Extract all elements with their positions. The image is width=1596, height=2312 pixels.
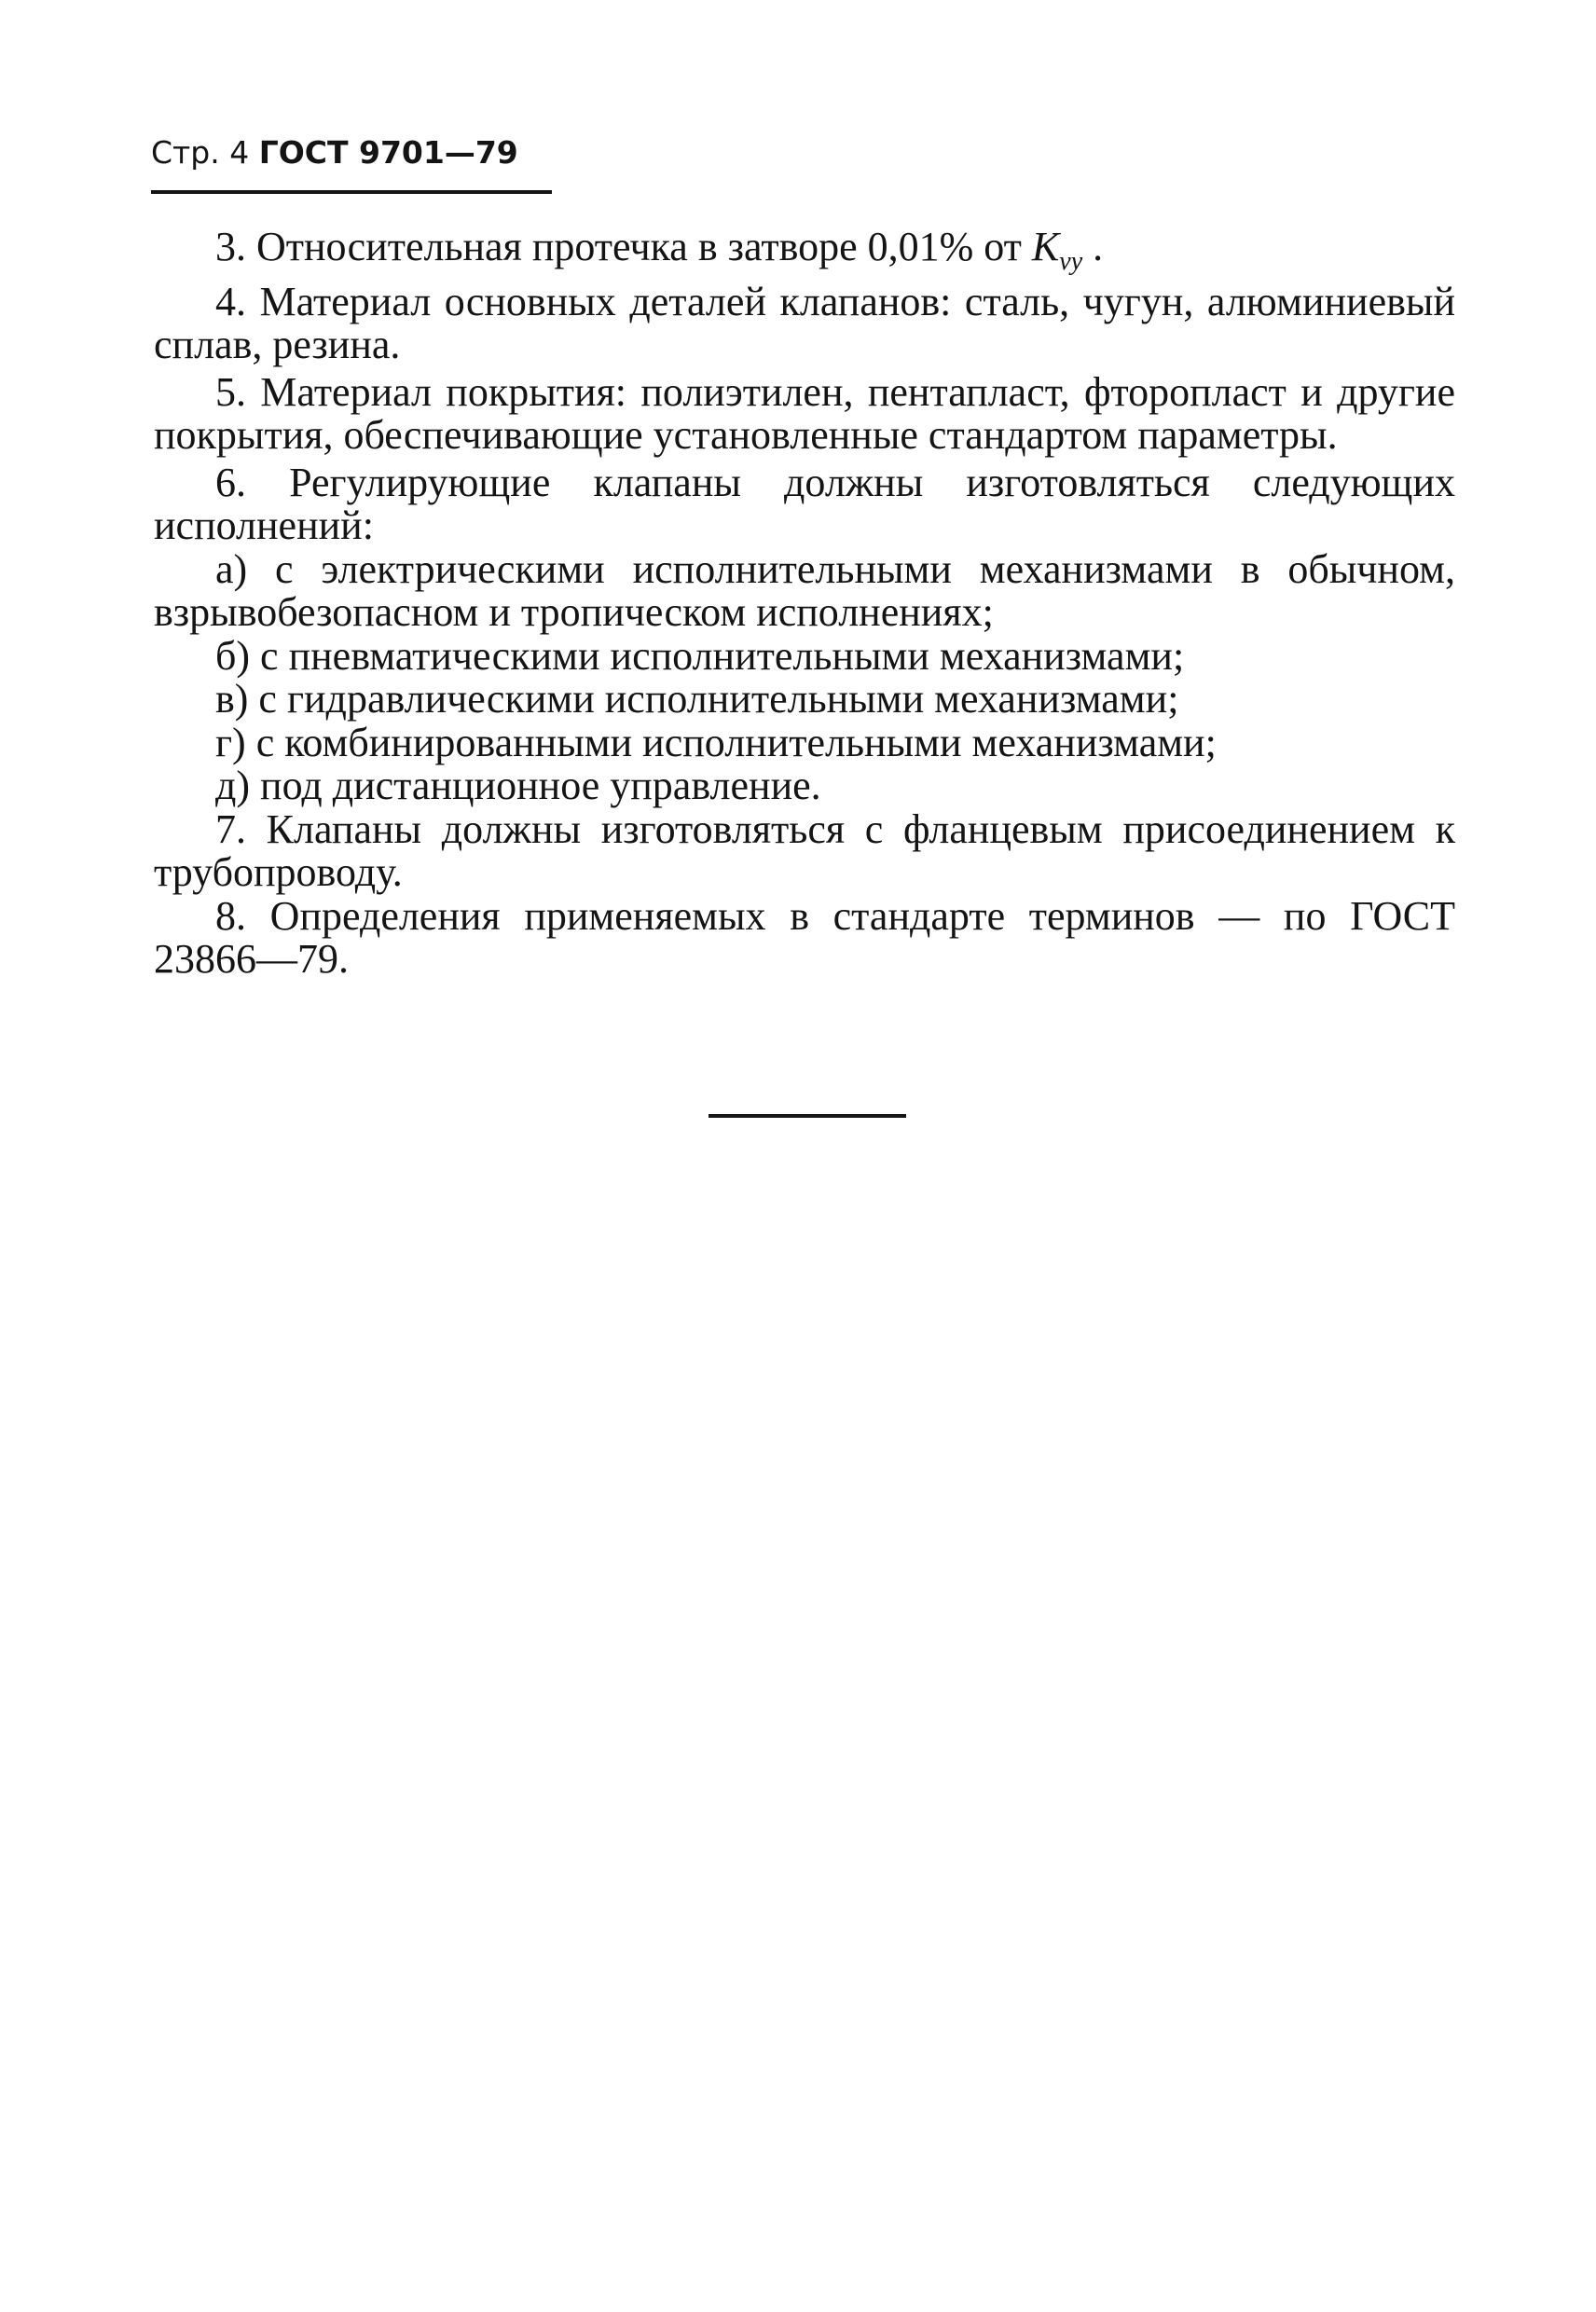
end-rule <box>709 1114 906 1118</box>
kv-symbol: $K_{vy}$ <box>1031 224 1083 276</box>
page-header <box>151 131 552 194</box>
item-3 <box>154 224 1455 276</box>
page-number: Стр. 4 <box>151 134 250 171</box>
document-body <box>154 226 1455 982</box>
item-8: 8. Определения применяемых в стандарте терминов — по ГОСТ 23866—79. <box>154 892 1455 982</box>
item-6e: д) под дистанционное управление. <box>215 763 821 808</box>
item-6d: г) с комбинированными исполнительными механизмами; <box>215 719 1217 765</box>
item-6b: б) с пневматическими исполнительными механизмами; <box>215 632 1185 679</box>
item-4: 4. Материал основных деталей клапанов: сталь, чугун, алюминиевый сплав, резина. <box>154 278 1455 367</box>
kv-subscript: vy <box>1059 247 1083 276</box>
item-6a: а) с электрическими исполнительными механизмами в обычном, взрывобезопасном и тропическом исполнениях; <box>154 545 1455 635</box>
item-6c: в) с гидравлическими исполнительными механизмами; <box>215 676 1179 722</box>
item-6: 6. Регулирующие клапаны должны изготовляться следующих исполнений: <box>154 459 1455 548</box>
item-3-end: . <box>1082 224 1104 269</box>
item-3-text: 3. Относительная протечка в затворе 0,01% от <box>215 224 1032 269</box>
item-5: 5. Материал покрытия: полиэтилен, пентапласт, фторопласт и другие покрытия, обеспечивающие установленные стандартом параметры. <box>154 368 1455 458</box>
standard-number: ГОСТ 9701—79 <box>258 134 518 171</box>
item-7: 7. Клапаны должны изготовляться с фланцевым присоединением к трубопроводу. <box>154 805 1455 895</box>
